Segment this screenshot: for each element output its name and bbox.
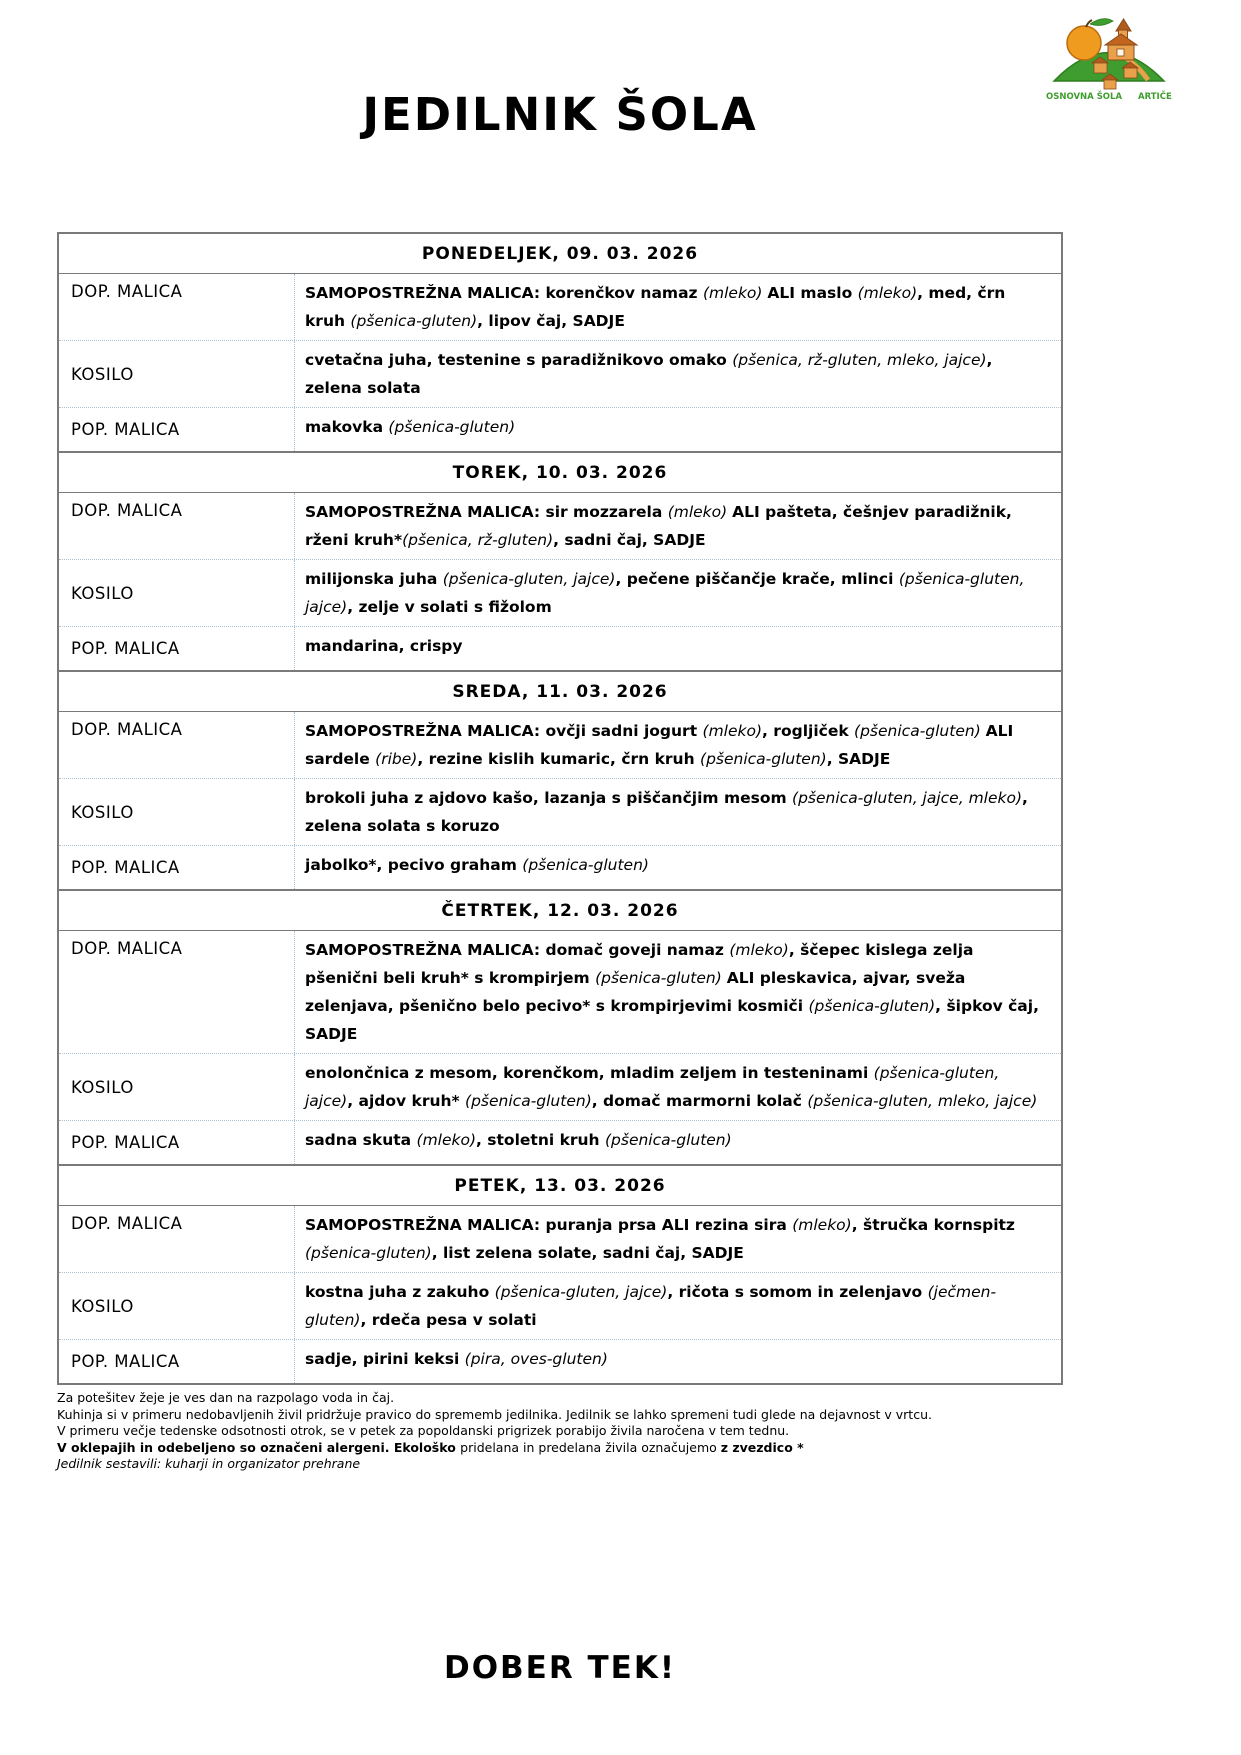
text-segment: , zelje v solati s fižolom <box>347 598 552 616</box>
church-roof-icon <box>1116 19 1131 31</box>
text-segment: , ajdov kruh* <box>347 1092 466 1110</box>
text-segment: (mleko) <box>702 284 768 302</box>
day-header: SREDA, 11. 03. 2026 <box>59 672 1061 712</box>
text-segment: , štručka kornspitz <box>851 1216 1015 1234</box>
menu-cell <box>295 408 1061 451</box>
row-label: KOSILO <box>59 341 295 407</box>
text-segment: (pira, oves-gluten) <box>464 1350 608 1368</box>
text-segment: V oklepajih in odebeljeno so označeni alergeni. Ekološko <box>57 1439 461 1455</box>
small-house-icon <box>1104 80 1116 89</box>
menu-row <box>59 1340 1061 1383</box>
text-segment: brokoli juha z ajdovo kašo, lazanja s piščančjim mesom <box>305 789 793 807</box>
footer-note <box>57 1407 1063 1424</box>
text-segment: makovka <box>305 418 389 436</box>
text-segment: , med, črn kruh <box>305 284 1006 330</box>
text-segment: (pšenica-gluten, jajce) <box>305 1064 1000 1110</box>
text-segment: (pšenica-gluten, jajce) <box>494 1283 668 1301</box>
menu-cell <box>295 1054 1061 1120</box>
text-segment: , rdeča pesa v solati <box>360 1311 537 1329</box>
text-segment: milijonska juha <box>305 570 443 588</box>
menu-cell <box>295 1340 1061 1383</box>
menu-row <box>59 408 1061 451</box>
menu-cell <box>295 931 1061 1053</box>
text-segment: ALI pašteta, češnjev paradižnik, rženi kruh* <box>305 503 1012 549</box>
day-section <box>59 1166 1061 1383</box>
text-segment: (pšenica-gluten) <box>522 856 649 874</box>
school-logo-icon <box>1046 10 1172 102</box>
text-segment: , sadni čaj, SADJE <box>553 531 706 549</box>
menu-row <box>59 1206 1061 1273</box>
text-segment: (mleko) <box>729 941 789 959</box>
menu-cell <box>295 846 1061 889</box>
menu-cell <box>295 627 1061 670</box>
text-segment: SAMOPOSTREŽNA MALICA: ovčji sadni jogurt <box>305 722 703 740</box>
house-window-icon <box>1117 49 1124 56</box>
row-label: POP. MALICA <box>59 1340 295 1383</box>
menu-cell <box>295 560 1061 626</box>
text-segment: , list zelena solate, sadni čaj, SADJE <box>431 1244 744 1262</box>
text-segment: (pšenica-gluten, jajce) <box>305 570 1025 616</box>
menu-cell <box>295 341 1061 407</box>
text-segment: jabolko*, pecivo graham <box>305 856 523 874</box>
row-label: KOSILO <box>59 560 295 626</box>
text-segment: (mleko) <box>857 284 918 302</box>
small-house-icon <box>1094 63 1107 73</box>
text-segment: , rezine kislih kumaric, črn kruh <box>417 750 701 768</box>
text-segment: SAMOPOSTREŽNA MALICA: domač goveji namaz <box>305 941 730 959</box>
row-label: POP. MALICA <box>59 408 295 451</box>
text-segment: (pšenica-gluten) <box>604 1131 732 1149</box>
closing-text: DOBER TEK! <box>443 1650 677 1686</box>
text-segment: , ričota s somom in zelenjavo <box>667 1283 928 1301</box>
menu-cell <box>295 1121 1061 1164</box>
row-label: DOP. MALICA <box>59 931 295 1053</box>
text-segment: , ščepec kislega zelja pšenični beli kruh* s krompirjem <box>305 941 974 987</box>
text-segment: Kuhinja si v primeru nedobavljenih živil pridržuje pravico do sprememb jedilnika. Jedilnik se lahko spremeni tudi glede na dejavnost v vrtcu. <box>57 1406 932 1422</box>
menu-cell <box>295 712 1061 778</box>
text-segment: ALI pleskavica, ajvar, sveža zelenjava, pšenično belo pecivo* s krompirjevimi kosmiči <box>305 969 966 1015</box>
row-label: POP. MALICA <box>59 627 295 670</box>
text-segment: (ječmen-gluten) <box>305 1283 997 1329</box>
menu-document <box>57 232 1063 1473</box>
text-segment: , stoletni kruh <box>476 1131 605 1149</box>
menu-cell <box>295 493 1061 559</box>
menu-row <box>59 846 1061 889</box>
row-label: DOP. MALICA <box>59 1206 295 1272</box>
menu-row <box>59 779 1061 846</box>
text-segment: , rogljiček <box>762 722 855 740</box>
footer-note <box>57 1423 1063 1440</box>
menu-row <box>59 1121 1061 1164</box>
text-segment: (pšenica-gluten, jajce) <box>442 570 616 588</box>
text-segment: (pšenica-gluten) <box>465 1092 592 1110</box>
apple-icon <box>1067 26 1101 60</box>
text-segment: (pšenica-gluten, mleko, jajce) <box>807 1092 1038 1110</box>
text-segment: V primeru večje tedenske odsotnosti otrok, se v petek za popoldanski prigrizek porabijo živila naročena v tem tednu. <box>57 1423 790 1438</box>
menu-table <box>57 232 1063 1385</box>
footer-note <box>57 1390 1063 1407</box>
text-segment: (mleko) <box>667 503 733 521</box>
text-segment: , lipov čaj, SADJE <box>477 312 625 330</box>
menu-row <box>59 1273 1061 1340</box>
row-label: KOSILO <box>59 1054 295 1120</box>
row-label: DOP. MALICA <box>59 493 295 559</box>
text-segment: pridelana in predelana živila označujemo <box>460 1439 721 1455</box>
day-section <box>59 672 1061 891</box>
text-segment: (pšenica-gluten) <box>808 997 936 1015</box>
day-header: PONEDELJEK, 09. 03. 2026 <box>59 234 1061 274</box>
text-segment: Za potešitev žeje je ves dan na razpolago voda in čaj. <box>57 1390 395 1405</box>
small-house-icon <box>1124 68 1137 78</box>
text-segment: SAMOPOSTREŽNA MALICA: puranja prsa ALI rezina sira <box>305 1216 793 1234</box>
text-segment: (mleko) <box>416 1131 477 1149</box>
text-segment: mandarina, crispy <box>305 637 463 655</box>
menu-cell <box>295 779 1061 845</box>
row-label: DOP. MALICA <box>59 712 295 778</box>
text-segment: (pšenica-gluten) <box>350 312 478 330</box>
text-segment: , SADJE <box>826 750 891 768</box>
day-header: PETEK, 13. 03. 2026 <box>59 1166 1061 1206</box>
menu-row <box>59 627 1061 670</box>
text-segment: , domač marmorni kolač <box>591 1092 808 1110</box>
text-segment: , šipkov čaj, SADJE <box>305 997 1039 1043</box>
row-label: POP. MALICA <box>59 846 295 889</box>
school-logo <box>1046 10 1172 102</box>
text-segment: sadna skuta <box>305 1131 417 1149</box>
menu-row <box>59 493 1061 560</box>
text-segment: (pšenica-gluten) <box>595 969 727 987</box>
text-segment: (mleko) <box>702 722 763 740</box>
text-segment: ALI sardele <box>305 722 1014 768</box>
row-label: DOP. MALICA <box>59 274 295 340</box>
text-segment: (pšenica, rž-gluten, mleko, jajce) <box>732 351 987 369</box>
text-segment: (pšenica, rž-gluten) <box>402 531 554 549</box>
text-segment: (mleko) <box>792 1216 852 1234</box>
menu-cell <box>295 274 1061 340</box>
menu-cell <box>295 1206 1061 1272</box>
text-segment: , zelena solata s koruzo <box>305 789 1028 835</box>
text-segment: (pšenica-gluten, jajce, mleko) <box>792 789 1023 807</box>
row-label: POP. MALICA <box>59 1121 295 1164</box>
text-segment: SAMOPOSTREŽNA MALICA: sir mozzarela <box>305 503 668 521</box>
menu-row <box>59 712 1061 779</box>
text-segment: sadje, pirini keksi <box>305 1350 465 1368</box>
text-segment: (pšenica-gluten) <box>388 418 516 436</box>
text-segment: cvetačna juha, testenine s paradižnikovo omako <box>305 351 733 369</box>
day-section <box>59 891 1061 1166</box>
text-segment: , zelena solata <box>305 351 993 397</box>
day-header: TOREK, 10. 03. 2026 <box>59 453 1061 493</box>
row-label: KOSILO <box>59 779 295 845</box>
text-segment: ALI maslo <box>767 284 858 302</box>
footer-notes <box>57 1390 1063 1473</box>
logo-text-right: ARTIČE <box>1138 92 1172 102</box>
menu-row <box>59 560 1061 627</box>
footer-note <box>57 1440 1063 1457</box>
day-section <box>59 453 1061 672</box>
house-roof-icon <box>1105 34 1137 45</box>
text-segment: z zvezdico * <box>720 1439 804 1455</box>
menu-row <box>59 1054 1061 1121</box>
day-header: ČETRTEK, 12. 03. 2026 <box>59 891 1061 931</box>
text-segment: enolončnica z mesom, korenčkom, mladim zeljem in testeninami <box>305 1064 874 1082</box>
logo-text-left: OSNOVNA ŠOLA <box>1046 92 1123 102</box>
text-segment: (pšenica-gluten) <box>854 722 986 740</box>
menu-row <box>59 274 1061 341</box>
text-segment: SAMOPOSTREŽNA MALICA: korenčkov namaz <box>305 284 703 302</box>
text-segment: kostna juha z zakuho <box>305 1283 495 1301</box>
menu-cell <box>295 1273 1061 1339</box>
footer-note <box>57 1456 1063 1473</box>
text-segment: Jedilnik sestavili: kuharji in organizator prehrane <box>57 1456 361 1471</box>
day-section <box>59 234 1061 453</box>
text-segment: (ribe) <box>375 750 418 768</box>
row-label: KOSILO <box>59 1273 295 1339</box>
menu-row <box>59 931 1061 1054</box>
text-segment: , pečene piščančje krače, mlinci <box>615 570 899 588</box>
page-title: JEDILNIK ŠOLA <box>362 88 758 141</box>
menu-row <box>59 341 1061 408</box>
text-segment: (pšenica-gluten) <box>305 1244 432 1262</box>
text-segment: (pšenica-gluten) <box>700 750 827 768</box>
apple-leaf-icon <box>1090 19 1113 26</box>
